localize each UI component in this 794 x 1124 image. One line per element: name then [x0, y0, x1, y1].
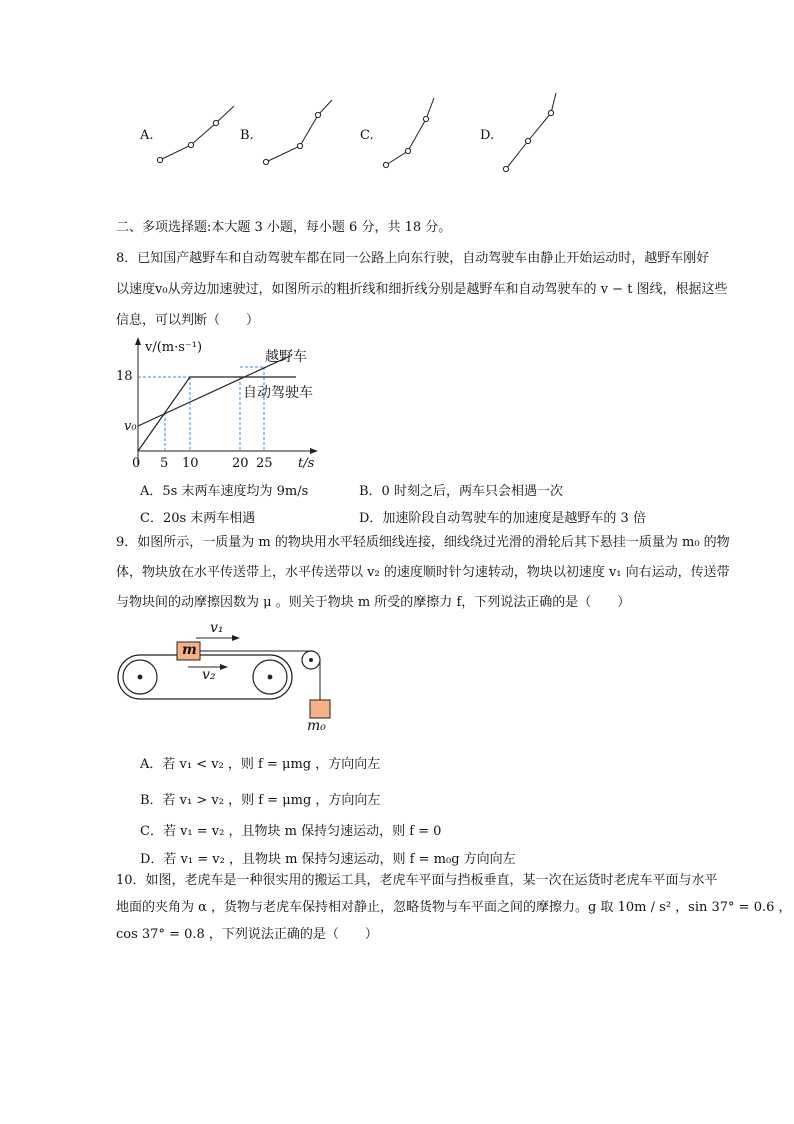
q10-text-line-1: 10．如图，老虎车是一种很实用的搬运工具，老虎车平面与挡板垂直，某一次在运货时老虎车平面与水平	[116, 873, 718, 888]
label-m: m	[182, 642, 197, 658]
legend-auto: 自动驾驶车	[243, 385, 313, 401]
q9-option-a: A．若 v₁ < v₂ ，则 f = μmg ，方向向左	[140, 757, 381, 772]
q8-option-b: B．0 时刻之后，两车只会相遇一次	[359, 484, 563, 499]
section-heading: 二、多项选择题:本大题 3 小题，每小题 6 分，共 18 分。	[116, 220, 452, 235]
q9-text-line-2: 体，物块放在水平传送带上，水平传送带以 v₂ 的速度顺时针匀速转动，物块以初速度 v₁ 向右运动，传送带	[116, 565, 730, 580]
q8-text-line-1: 8．已知国产越野车和自动驾驶车都在同一公路上向东行驶，自动驾驶车由静止开始运动时，越野车刚好	[116, 251, 710, 266]
q10-text-line-3: cos 37° = 0.8 ，下列说法正确的是（ ）	[116, 927, 378, 942]
y-tick-v0: v₀	[124, 419, 137, 434]
q10-text-line-2: 地面的夹角为 α ，货物与老虎车保持相对静止，忽略货物与车平面之间的摩擦力。g 取 10m / s² ，sin 37° = 0.6 ，	[116, 900, 792, 915]
q7-option-a-label: A.	[140, 128, 154, 143]
q9-text-line-1: 9．如图所示，一质量为 m 的物块用水平轻质细线连接，细线绕过光滑的滑轮后其下悬挂一质量为 m₀ 的物	[116, 535, 730, 550]
y-tick-18: 18	[116, 369, 133, 384]
legend-offroad: 越野车	[265, 349, 307, 365]
q7-option-b-label: B.	[240, 128, 254, 143]
q7-option-d-label: D.	[480, 128, 495, 143]
q9-option-c: C．若 v₁ = v₂ ，且物块 m 保持匀速运动，则 f = 0	[140, 824, 442, 839]
x-tick-25: 25	[256, 456, 273, 471]
label-m0: m₀	[307, 718, 326, 734]
q9-option-b: B．若 v₁ > v₂ ，则 f = μmg ，方向向左	[140, 793, 381, 808]
q8-text-line-3: 信息，可以判断（ ）	[116, 313, 260, 328]
q8-option-a: A．5s 末两车速度均为 9m/s	[140, 484, 309, 499]
x-tick-20: 20	[232, 456, 249, 471]
q8-option-c: C．20s 末两车相遇	[140, 511, 256, 526]
block-m0	[310, 700, 330, 718]
label-v2: v₂	[202, 667, 216, 683]
q8-text-line-2: 以速度v₀从旁边加速驶过，如图所示的粗折线和细折线分别是越野车和自动驾驶车的 v − t 图线，根据这些	[116, 282, 728, 297]
x-axis-label: t/s	[298, 456, 315, 471]
q7-option-c-label: C.	[360, 128, 374, 143]
x-tick-5: 5	[160, 456, 169, 471]
y-axis-label: v/(m·s⁻¹)	[145, 340, 203, 355]
q9-text-line-3: 与物块间的动摩擦因数为 μ 。则关于物块 m 所受的摩擦力 f，下列说法正确的是（ ）	[116, 595, 631, 610]
x-tick-10: 10	[182, 456, 199, 471]
q8-option-d: D．加速阶段自动驾驶车的加速度是越野车的 3 倍	[359, 511, 646, 526]
x-tick-0: 0	[132, 456, 141, 471]
label-v1: v₁	[210, 620, 224, 636]
q9-option-d: D．若 v₁ = v₂ ，且物块 m 保持匀速运动，则 f = m₀g 方向向左	[140, 852, 516, 867]
